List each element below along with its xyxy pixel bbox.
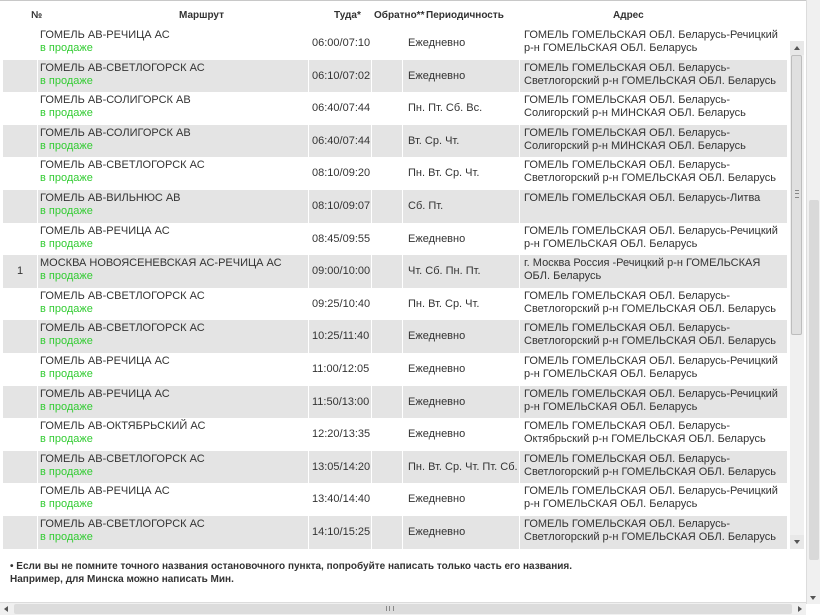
time-back — [372, 255, 403, 288]
periodicity: Ежедневно — [403, 353, 520, 386]
time-there: 09:00/10:00 — [309, 255, 372, 288]
scroll-up-icon[interactable] — [790, 41, 804, 55]
periodicity: Ежедневно — [403, 418, 520, 451]
address: ГОМЕЛЬ ГОМЕЛЬСКАЯ ОБЛ. Беларусь-Солигорский р-н МИНСКАЯ ОБЛ. Беларусь — [520, 92, 788, 125]
time-there: 08:10/09:20 — [309, 157, 372, 190]
time-there: 14:10/15:25 — [309, 516, 372, 549]
route-cell — [38, 288, 309, 321]
table-row[interactable] — [3, 223, 788, 256]
time-back — [372, 125, 403, 158]
time-there: 09:25/10:40 — [309, 288, 372, 321]
time-back — [372, 516, 403, 549]
row-num — [3, 288, 38, 321]
time-back — [372, 353, 403, 386]
time-back — [372, 157, 403, 190]
table-row[interactable] — [3, 353, 788, 386]
scroll-right-icon[interactable] — [798, 606, 802, 612]
table-row[interactable] — [3, 92, 788, 125]
route-cell — [38, 125, 309, 158]
address: ГОМЕЛЬ ГОМЕЛЬСКАЯ ОБЛ. Беларусь-Светлогорский р-н ГОМЕЛЬСКАЯ ОБЛ. Беларусь — [520, 60, 788, 93]
time-there: 11:50/13:00 — [309, 386, 372, 419]
route-name[interactable]: ГОМЕЛЬ АВ-РЕЧИЦА АС — [40, 224, 170, 237]
periodicity: Пн. Пт. Сб. Вс. — [403, 92, 520, 125]
address: ГОМЕЛЬ ГОМЕЛЬСКАЯ ОБЛ. Беларусь-Речицкий р-н ГОМЕЛЬСКАЯ ОБЛ. Беларусь — [520, 223, 788, 256]
periodicity: Ежедневно — [403, 223, 520, 256]
route-name[interactable]: ГОМЕЛЬ АВ-ОКТЯБРЬСКИЙ АС — [40, 420, 206, 433]
route-name[interactable]: ГОМЕЛЬ АВ-СВЕТЛОГОРСК АС — [40, 452, 205, 465]
periodicity: Пн. Вт. Ср. Чт. — [403, 288, 520, 321]
route-name[interactable]: ГОМЕЛЬ АВ-СОЛИГОРСК АВ — [40, 94, 191, 107]
address: ГОМЕЛЬ ГОМЕЛЬСКАЯ ОБЛ. Беларусь-Светлогорский р-н ГОМЕЛЬСКАЯ ОБЛ. Беларусь — [520, 288, 788, 321]
table-row[interactable] — [3, 27, 788, 60]
route-name[interactable]: ГОМЕЛЬ АВ-РЕЧИЦА АС — [40, 387, 170, 400]
route-name[interactable]: ГОМЕЛЬ АВ-СВЕТЛОГОРСК АС — [40, 61, 205, 74]
route-name[interactable]: ГОМЕЛЬ АВ-ВИЛЬНЮС АВ — [40, 192, 181, 204]
row-num — [3, 516, 38, 549]
time-there: 06:10/07:02 — [309, 60, 372, 93]
table-row[interactable] — [3, 157, 788, 190]
route-cell — [38, 320, 309, 353]
periodicity: Пн. Вт. Ср. Чт. Пт. Сб. — [403, 451, 520, 484]
table-scrollbar[interactable] — [790, 41, 804, 549]
address: г. Москва Россия -Речицкий р-н ГОМЕЛЬСКАЯ ОБЛ. Беларусь — [520, 255, 788, 288]
sale-status: в продаже — [40, 335, 93, 348]
address: ГОМЕЛЬ ГОМЕЛЬСКАЯ ОБЛ. Беларусь-Октябрьский р-н ГОМЕЛЬСКАЯ ОБЛ. Беларусь — [520, 418, 788, 451]
table-row[interactable] — [3, 190, 788, 223]
periodicity: Чт. Сб. Пн. Пт. — [403, 255, 520, 288]
row-num — [3, 125, 38, 158]
row-num — [3, 483, 38, 516]
row-num — [3, 418, 38, 451]
periodicity: Ежедневно — [403, 320, 520, 353]
time-back — [372, 190, 403, 223]
time-there: 06:00/07:10 — [309, 27, 372, 60]
route-name[interactable]: ГОМЕЛЬ АВ-РЕЧИЦА АС — [40, 355, 170, 367]
row-num: 1 — [3, 255, 38, 288]
route-name[interactable]: ГОМЕЛЬ АВ-СВЕТЛОГОРСК АС — [40, 289, 205, 302]
row-num — [3, 320, 38, 353]
sale-status: в продаже — [40, 172, 93, 185]
route-name[interactable]: ГОМЕЛЬ АВ-СВЕТЛОГОРСК АС — [40, 322, 205, 335]
route-cell — [38, 27, 309, 60]
address: ГОМЕЛЬ ГОМЕЛЬСКАЯ ОБЛ. Беларусь-Речицкий р-н ГОМЕЛЬСКАЯ ОБЛ. Беларусь — [520, 27, 788, 60]
horizontal-scrollbar[interactable] — [0, 602, 806, 615]
table-row[interactable] — [3, 255, 788, 288]
header-back: Обратно** — [374, 10, 425, 21]
route-name[interactable]: ГОМЕЛЬ АВ-РЕЧИЦА АС — [40, 29, 170, 41]
page-scroll-thumb[interactable] — [809, 200, 819, 560]
time-there: 08:45/09:55 — [309, 223, 372, 256]
time-back — [372, 451, 403, 484]
time-back — [372, 60, 403, 93]
route-cell — [38, 255, 309, 288]
table-row[interactable] — [3, 386, 788, 419]
time-there: 06:40/07:44 — [309, 125, 372, 158]
periodicity: Сб. Пт. — [403, 190, 520, 223]
time-there: 11:00/12:05 — [309, 353, 372, 386]
periodicity: Ежедневно — [403, 516, 520, 549]
time-back — [372, 223, 403, 256]
time-there: 08:10/09:07 — [309, 190, 372, 223]
sale-status: в продаже — [40, 107, 93, 120]
time-back — [372, 288, 403, 321]
sale-status: в продаже — [40, 433, 93, 446]
table-row[interactable] — [3, 288, 788, 321]
header-address: Адрес — [613, 10, 644, 21]
time-back — [372, 92, 403, 125]
sale-status: в продаже — [40, 531, 93, 543]
grip-icon — [795, 190, 799, 198]
route-name[interactable]: ГОМЕЛЬ АВ-СВЕТЛОГОРСК АС — [40, 159, 205, 172]
address: ГОМЕЛЬ ГОМЕЛЬСКАЯ ОБЛ. Беларусь-Речицкий р-н ГОМЕЛЬСКАЯ ОБЛ. Беларусь — [520, 483, 788, 516]
search-hint-note: • Если вы не помните точного названия остановочного пункта, попробуйте написать только часть его названия. Например, для Минска можно написать Мин. — [10, 561, 573, 585]
table-row[interactable] — [3, 418, 788, 451]
periodicity: Ежедневно — [403, 27, 520, 60]
table-row[interactable] — [3, 451, 788, 484]
route-cell — [38, 516, 309, 549]
table-row[interactable] — [3, 483, 788, 516]
address: ГОМЕЛЬ ГОМЕЛЬСКАЯ ОБЛ. Беларусь-Речицкий р-н ГОМЕЛЬСКАЯ ОБЛ. Беларусь — [520, 353, 788, 386]
table-row[interactable] — [3, 60, 788, 93]
header-there: Туда* — [334, 10, 361, 21]
time-there: 12:20/13:35 — [309, 418, 372, 451]
table-row[interactable] — [3, 320, 788, 353]
route-cell — [38, 190, 309, 223]
top-divider — [0, 0, 806, 1]
route-cell — [38, 353, 309, 386]
table-row[interactable] — [3, 516, 788, 549]
address: ГОМЕЛЬ ГОМЕЛЬСКАЯ ОБЛ. Беларусь-Литва — [520, 190, 788, 223]
periodicity: Ежедневно — [403, 386, 520, 419]
page-scrollbar[interactable] — [806, 0, 820, 604]
sale-status: в продаже — [40, 400, 93, 413]
time-back — [372, 320, 403, 353]
sale-status: в продаже — [40, 465, 93, 478]
time-there: 13:40/14:40 — [309, 483, 372, 516]
row-num — [3, 190, 38, 223]
route-name[interactable]: МОСКВА НОВОЯСЕНЕВСКАЯ АС-РЕЧИЦА АС — [40, 257, 282, 270]
route-cell — [38, 483, 309, 516]
row-num — [3, 60, 38, 93]
sale-status: в продаже — [40, 237, 93, 250]
periodicity: Вт. Ср. Чт. — [403, 125, 520, 158]
scroll-left-icon[interactable] — [4, 606, 8, 612]
sale-status: в продаже — [40, 139, 93, 152]
sale-status: в продаже — [40, 42, 93, 54]
row-num — [3, 386, 38, 419]
sale-status: в продаже — [40, 368, 93, 380]
sale-status: в продаже — [40, 74, 93, 87]
header-num: № — [31, 10, 43, 21]
periodicity: Пн. Вт. Ср. Чт. — [403, 157, 520, 190]
route-cell — [38, 60, 309, 93]
table-scroll-thumb[interactable] — [791, 55, 802, 335]
route-name[interactable]: ГОМЕЛЬ АВ-РЕЧИЦА АС — [40, 485, 170, 498]
row-num — [3, 353, 38, 386]
time-back — [372, 483, 403, 516]
sale-status: в продаже — [40, 205, 93, 217]
route-cell — [38, 386, 309, 419]
row-num — [3, 27, 38, 60]
grip-icon — [386, 606, 394, 611]
route-cell — [38, 418, 309, 451]
time-back — [372, 418, 403, 451]
table-header — [0, 3, 806, 27]
sale-status: в продаже — [40, 270, 93, 283]
address: ГОМЕЛЬ ГОМЕЛЬСКАЯ ОБЛ. Беларусь-Речицкий р-н ГОМЕЛЬСКАЯ ОБЛ. Беларусь — [520, 386, 788, 419]
route-cell — [38, 157, 309, 190]
time-back — [372, 386, 403, 419]
sale-status: в продаже — [40, 302, 93, 315]
row-num — [3, 92, 38, 125]
periodicity: Ежедневно — [403, 60, 520, 93]
time-there: 10:25/11:40 — [309, 320, 372, 353]
route-cell — [38, 223, 309, 256]
route-name[interactable]: ГОМЕЛЬ АВ-СВЕТЛОГОРСК АС — [40, 518, 205, 530]
route-cell — [38, 451, 309, 484]
address: ГОМЕЛЬ ГОМЕЛЬСКАЯ ОБЛ. Беларусь-Светлогорский р-н ГОМЕЛЬСКАЯ ОБЛ. Беларусь — [520, 451, 788, 484]
scroll-down-icon[interactable] — [790, 535, 804, 549]
row-num — [3, 451, 38, 484]
address: ГОМЕЛЬ ГОМЕЛЬСКАЯ ОБЛ. Беларусь-Солигорский р-н МИНСКАЯ ОБЛ. Беларусь — [520, 125, 788, 158]
address: ГОМЕЛЬ ГОМЕЛЬСКАЯ ОБЛ. Беларусь-Светлогорский р-н ГОМЕЛЬСКАЯ ОБЛ. Беларусь — [520, 320, 788, 353]
header-route: Маршрут — [179, 10, 225, 21]
address: ГОМЕЛЬ ГОМЕЛЬСКАЯ ОБЛ. Беларусь-Светлогорский р-н ГОМЕЛЬСКАЯ ОБЛ. Беларусь — [520, 157, 788, 190]
sale-status: в продаже — [40, 498, 93, 511]
address: ГОМЕЛЬ ГОМЕЛЬСКАЯ ОБЛ. Беларусь-Светлогорский р-н ГОМЕЛЬСКАЯ ОБЛ. Беларусь — [520, 516, 788, 549]
table-row[interactable] — [3, 125, 788, 158]
schedule-table — [0, 27, 790, 549]
time-there: 06:40/07:44 — [309, 92, 372, 125]
time-there: 13:05/14:20 — [309, 451, 372, 484]
row-num — [3, 157, 38, 190]
route-name[interactable]: ГОМЕЛЬ АВ-СОЛИГОРСК АВ — [40, 126, 191, 139]
row-num — [3, 223, 38, 256]
page-scroll-down-icon[interactable] — [810, 596, 816, 600]
periodicity: Ежедневно — [403, 483, 520, 516]
time-back — [372, 27, 403, 60]
route-cell — [38, 92, 309, 125]
horizontal-scroll-thumb[interactable] — [14, 604, 792, 614]
header-period: Периодичность — [426, 10, 504, 21]
